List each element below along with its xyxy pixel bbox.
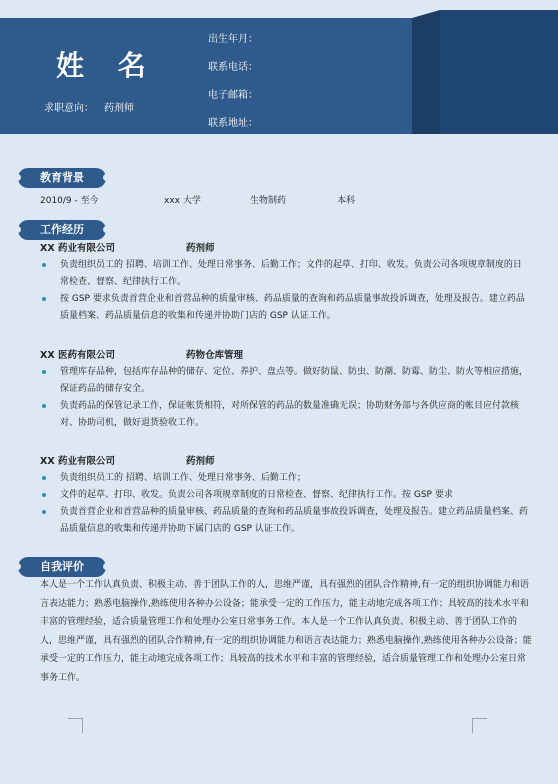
job-intent-label: 求职意向：	[44, 103, 94, 114]
phone-field: 联系电话：	[208, 62, 258, 73]
job-company: XX 医药有限公司	[40, 350, 115, 361]
email-field: 电子邮箱：	[208, 90, 258, 101]
address-field: 联系地址：	[208, 118, 258, 129]
job-duties	[40, 364, 530, 432]
page-corner-mark-left	[68, 718, 83, 733]
list-item: 负责药品的保管记录工作，保证帐货相符，对所保管的药品的数量准确无误；协助财务部与各供应商的帐目应付款核对、协助司机，做好退货验收工作。	[40, 398, 530, 432]
job-intent-value: 药剂师	[104, 103, 134, 114]
self-evaluation-text: 本人是一个工作认真负责、积极主动、善于团队工作的人，思维严谨，具有强烈的团队合作精神,有一定的组织协调能力和语言表达能力；熟悉电脑操作,熟练使用各种办公设备；能承受一定的工作压力，能主动地完成各项工作；具较高的技术水平和丰富的管理经验，适合质量管理工作和处理办公室日常事务工作。本人是一个工作认真负责、积极主动、善于团队工作的人，思维严谨，具有强烈的团队合作精神,有一定的组织协调能力和语言表达能力；熟悉电脑操作,熟练使用各种办公设备；能承受一定的工作压力，能主动地完成各项工作；具较高的技术水平和丰富的管理经验，适合质量管理工作和处理办公室日常事务工作。	[40, 580, 532, 683]
job-header	[40, 453, 530, 467]
section-title-self-evaluation: 自我评价	[18, 557, 106, 577]
header-side-block	[440, 10, 558, 134]
education-degree: 本科	[337, 196, 356, 206]
list-item: 负责组织员工的 招聘、培训工作、处理日常事务、后勤工作；	[40, 470, 530, 487]
list-item: 管理库存品种，包括库存品种的储存、定位、养护、盘点等。做好防鼠、防虫、防潮、防霉、防尘、防火等相应措施，保证药品的储存安全。	[40, 364, 530, 398]
list-item: 按 GSP 要求负责首营企业和首营品种的质量审核、药品质量的查询和药品质量事故投诉调查，处理及报告。建立药品质量档案、药品质量信息的收集和传递并协助门店的 GSP 认证工作。	[40, 291, 530, 325]
list-item: 负责首营企业和首营品种的质量审核、药品质量的查询和药品质量事故投诉调查，处理及报告。建立药品质量档案、药品质量信息的收集和传递并协助下属门店的 GSP 认证工作。	[40, 504, 530, 538]
job-duties	[40, 470, 530, 538]
job-entry	[40, 240, 530, 325]
section-title-education: 教育背景	[18, 168, 106, 188]
job-company: XX 药业有限公司	[40, 243, 115, 254]
header-fold	[412, 10, 440, 134]
job-entry	[40, 453, 530, 538]
job-duties	[40, 257, 530, 325]
job-intent	[44, 99, 134, 114]
education-period: 2010/9 - 至今	[40, 196, 99, 206]
job-position: 药剂师	[186, 456, 215, 467]
page-corner-mark-right	[472, 718, 487, 733]
education-school: xxx 大学	[164, 196, 201, 206]
list-item: 文件的起草、打印、收发。负责公司各项规章制度的日常检查、督察、纪律执行工作。按 GSP 要求	[40, 487, 530, 504]
candidate-name: 姓 名	[56, 49, 158, 82]
education-major: 生物制药	[250, 196, 287, 206]
job-position: 药剂师	[186, 243, 215, 254]
section-title-work: 工作经历	[18, 220, 106, 240]
birth-date-field: 出生年月：	[208, 34, 258, 45]
job-header	[40, 240, 530, 254]
job-header	[40, 347, 530, 361]
list-item: 负责组织员工的 招聘、培训工作、处理日常事务、后勤工作；文件的起草、打印、收发。负责公司各项规章制度的日常检查、督察、纪律执行工作。	[40, 257, 530, 291]
job-company: XX 药业有限公司	[40, 456, 115, 467]
job-position: 药物仓库管理	[186, 350, 244, 361]
job-entry	[40, 347, 530, 432]
